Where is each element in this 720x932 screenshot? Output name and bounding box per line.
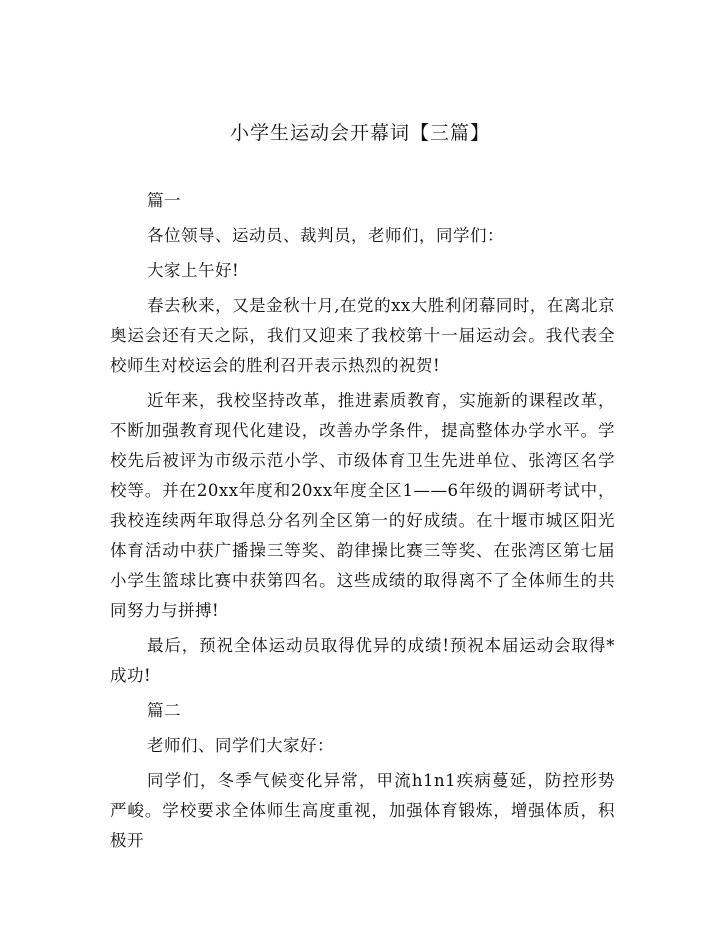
closing-paragraph: 最后，预祝全体运动员取得优异的成绩!预祝本届运动会取得*成功! bbox=[110, 636, 615, 685]
salutation: 各位领导、运动员、裁判员，老师们，同学们： bbox=[147, 226, 504, 245]
greeting: 大家上午好! bbox=[147, 261, 240, 280]
body-paragraph: 近年来，我校坚持改革，推进素质教育，实施新的课程改革，不断加强教育现代化建设，改善办学条件，提高整体办学水平。学校先后被评为市级示范小学、市级体育卫生先进单位、张湾区名学校等。并在20xx年度和20xx年度全区1——6年级的调研考试中，我校连续两年取得总分名列全区第一的好成绩。在十堰市城区阳光体育活动中获广播操三等奖、韵律操比赛三等奖、在张湾区第七届小学生篮球比赛中获第四名。这些成绩的取得离不了全体师生的共同努力与拼搏! bbox=[110, 391, 615, 620]
document-body bbox=[110, 186, 615, 861]
section-heading: 篇二 bbox=[147, 701, 181, 720]
body-paragraph: 同学们，冬季气候变化异常，甲流h1n1疾病蔓延，防控形势严峻。学校要求全体师生高度重视，加强体育锻炼，增强体质，积极开 bbox=[110, 771, 615, 850]
section-heading: 篇一 bbox=[147, 191, 181, 210]
document-title: 小学生运动会开幕词【三篇】 bbox=[229, 122, 490, 144]
salutation: 老师们、同学们大家好： bbox=[147, 736, 334, 755]
body-paragraph: 春去秋来，又是金秋十月,在党的xx大胜利闭幕同时，在离北京奥运会还有天之际，我们又迎来了我校第十一届运动会。我代表全校师生对校运会的胜利召开表示热烈的祝贺! bbox=[110, 296, 615, 375]
